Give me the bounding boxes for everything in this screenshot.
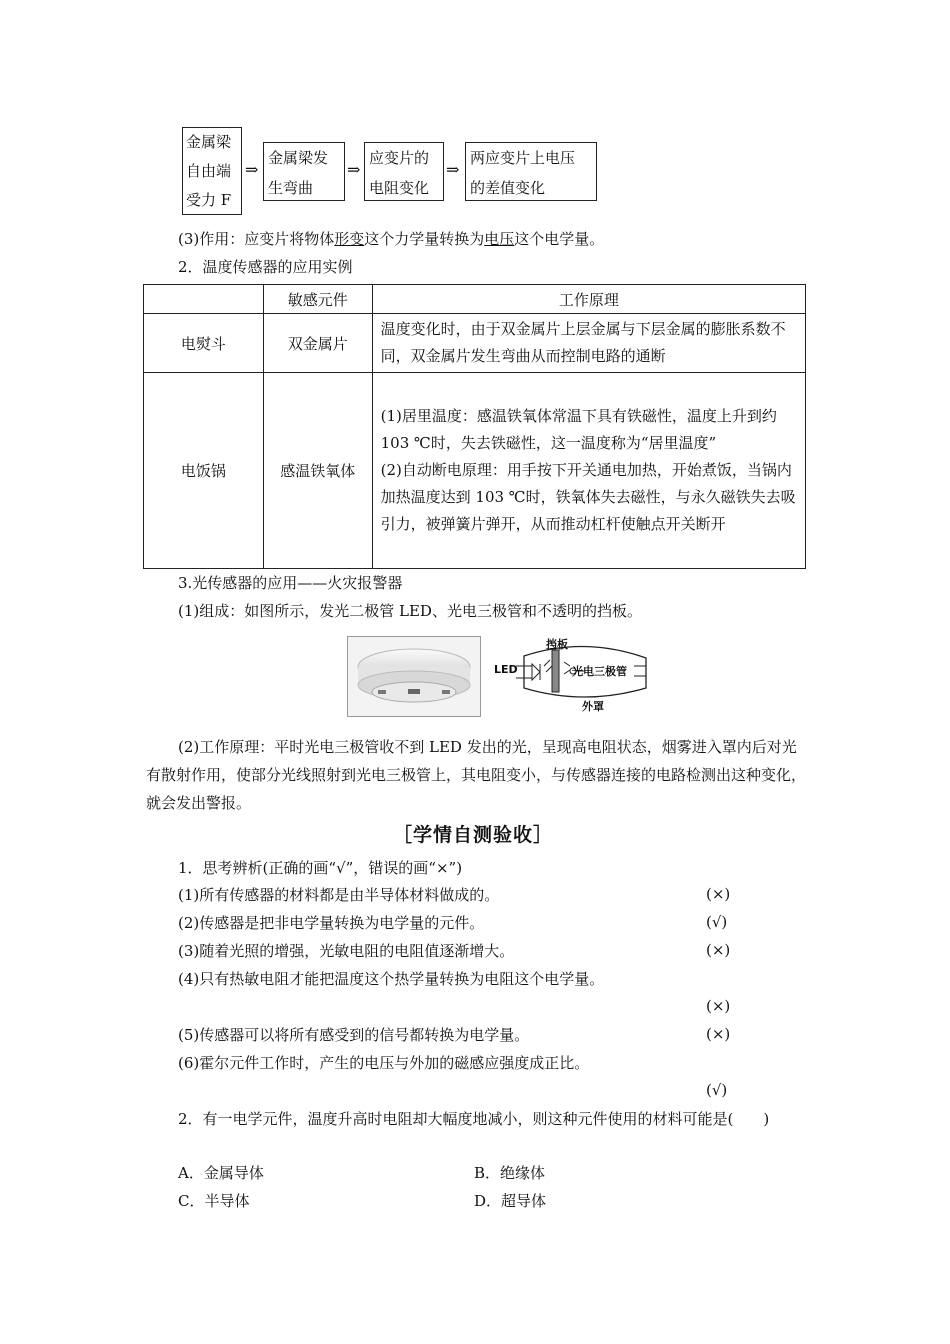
- q2-stem: 2．有一电学元件，温度升高时电阻却大幅度地减小，则这种元件使用的材料可能是( ): [178, 1110, 770, 1128]
- usage-line: [178, 229, 604, 249]
- section-3-composition: (1)组成：如图所示，发光二极管 LED、光电三极管和不透明的挡板。: [178, 602, 642, 620]
- flow-arrow: ⇒: [245, 160, 259, 179]
- q2-option-b[interactable]: B．绝缘体: [474, 1164, 546, 1182]
- flow-box-text: 受力 F: [186, 191, 232, 209]
- label-transistor: 光电三极管: [572, 665, 627, 678]
- table-cell-element: 双金属片: [263, 314, 372, 373]
- q2-option-a[interactable]: A．金属导体: [178, 1164, 264, 1182]
- usage-prefix: (3)作用：应变片将物体: [178, 230, 335, 248]
- table-header-cell: 工作原理: [372, 285, 805, 314]
- flow-box-text: 两应变片上电压: [470, 149, 576, 167]
- flow-box-text: 生弯曲: [268, 179, 314, 197]
- usage-mid: 这个力学量转换为: [364, 230, 485, 248]
- flow-box-bend: [263, 142, 345, 201]
- section-header: ［学情自测验收］: [393, 824, 554, 846]
- table-cell-principle: [372, 373, 805, 569]
- judgment-item: (6)霍尔元件工作时，产生的电压与外加的磁感应强度成正比。: [178, 1054, 590, 1072]
- flow-box-force: [182, 127, 242, 215]
- smoke-detector-photo: [347, 636, 481, 717]
- section-3-principle: [146, 733, 808, 817]
- q2-option-c[interactable]: C．半导体: [178, 1192, 250, 1210]
- table-cell-name: 电饭锅: [144, 373, 264, 569]
- table-header-cell: [144, 285, 264, 314]
- temperature-sensor-table: [143, 284, 806, 569]
- judgment-mark: (√): [706, 1081, 728, 1099]
- table-row: [144, 314, 806, 373]
- principle-part-1: (1)居里温度：感温铁氧体常温下具有铁磁性，温度上升到约 103 ℃时，失去铁磁性，这一温度称为“居里温度”: [380, 407, 777, 452]
- table-cell-principle: 温度变化时，由于双金属片上层金属与下层金属的膨胀系数不同，双金属片发生弯曲从而控制电路的通断: [372, 314, 805, 373]
- flow-box-text: 的差值变化: [470, 179, 546, 197]
- judgment-mark: (×): [706, 885, 731, 903]
- table-header-row: [144, 285, 806, 314]
- led-circuit-diagram: [494, 636, 654, 716]
- label-led: LED: [494, 663, 518, 676]
- q2-option-d[interactable]: D．超导体: [474, 1192, 547, 1210]
- flow-box-text: 电阻变化: [369, 179, 430, 197]
- smoke-detector-icon: [348, 637, 480, 716]
- flow-box-resistance: [364, 142, 444, 201]
- flow-box-text: 金属梁发: [268, 149, 329, 167]
- table-header-cell: 敏感元件: [263, 285, 372, 314]
- judgment-item: (4)只有热敏电阻才能把温度这个热学量转换为电阻这个电学量。: [178, 970, 605, 988]
- section-3-title: 3.光传感器的应用——火灾报警器: [178, 574, 403, 592]
- label-baffle: 挡板: [546, 638, 568, 651]
- judgment-mark: (×): [706, 941, 731, 959]
- table-row: [144, 373, 806, 569]
- judgment-item: (1)所有传感器的材料都是由半导体材料做成的。: [178, 886, 500, 904]
- usage-underline-word: 形变: [334, 230, 365, 248]
- table-cell-name: 电熨斗: [144, 314, 264, 373]
- judgment-item: (2)传感器是把非电学量转换为电学量的元件。: [178, 914, 485, 932]
- flow-arrow: ⇒: [446, 160, 460, 179]
- judgment-mark: (×): [706, 997, 731, 1015]
- judgment-item: (5)传感器可以将所有感受到的信号都转换为电学量。: [178, 1026, 530, 1044]
- flow-arrow: ⇒: [347, 160, 361, 179]
- flow-box-voltage: [465, 142, 597, 201]
- q1-title: 1．思考辨析(正确的画“√”，错误的画“×”): [178, 859, 463, 877]
- table-cell-element: 感温铁氧体: [263, 373, 372, 569]
- flow-box-text: 金属梁: [186, 133, 232, 151]
- principle-part-2: (2)自动断电原理：用手按下开关通电加热，开始煮饭，当锅内加热温度达到 103 ℃时，铁氧体失去磁性，与永久磁铁失去吸引力，被弹簧片弹开，从而推动杠杆使触点开关断开: [380, 461, 796, 533]
- principle-text: (2)工作原理：平时光电三极管收不到 LED 发出的光，呈现高电阻状态，烟雾进入罩内后对光有散射作用，使部分光线照射到光电三极管上，其电阻变小，与传感器连接的电路检测出这种变化，就会发出警报。: [146, 738, 807, 812]
- label-cover: 外罩: [582, 700, 604, 713]
- judgment-mark: (×): [706, 1025, 731, 1043]
- judgment-mark: (√): [706, 913, 728, 931]
- judgment-item: (3)随着光照的增强，光敏电阻的电阻值逐渐增大。: [178, 942, 515, 960]
- flow-box-text: 应变片的: [369, 149, 430, 167]
- section-2-title: 2．温度传感器的应用实例: [178, 258, 353, 276]
- usage-underline-word: 电压: [484, 230, 515, 248]
- usage-suffix: 这个电学量。: [514, 230, 605, 248]
- flow-box-text: 自由端: [186, 162, 232, 180]
